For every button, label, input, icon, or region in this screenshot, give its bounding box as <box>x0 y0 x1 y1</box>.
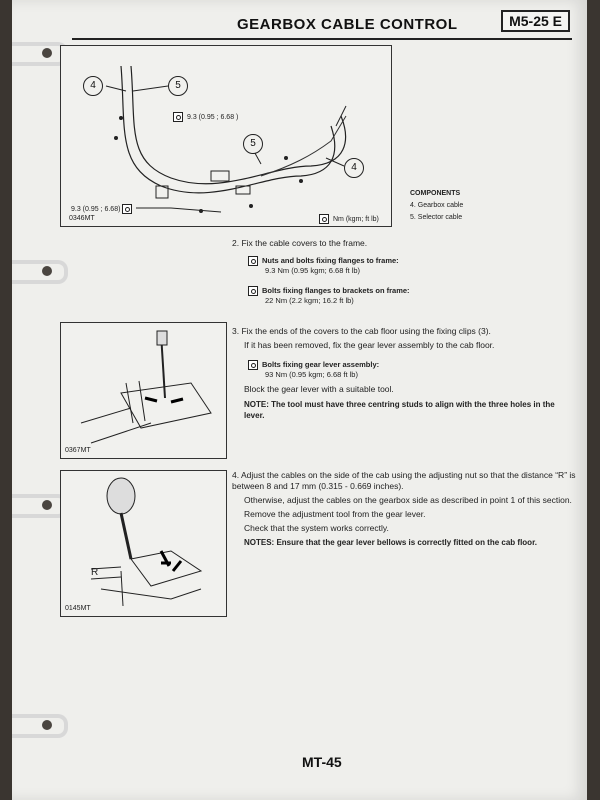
step-text: Block the gear lever with a suitable tool. <box>244 384 394 394</box>
cable-diagram <box>61 46 391 226</box>
components-legend <box>410 188 463 224</box>
torque-wrench-icon <box>319 214 329 224</box>
step-text: Check that the system works correctly. <box>244 523 389 533</box>
step-text: If it has been removed, fix the gear lever assembly to the cab floor. <box>244 340 495 350</box>
callout-4: 4 <box>83 76 103 96</box>
step-text: 3. Fix the ends of the covers to the cab floor using the fixing clips (3). <box>232 326 491 336</box>
spec-value: 9.3 Nm (0.95 kgm; 6.68 ft lb) <box>265 266 361 276</box>
step-3 <box>232 326 577 351</box>
callout-4: 4 <box>344 158 364 178</box>
binder-ring <box>12 714 68 738</box>
spec-value: 22 Nm (2.2 kgm; 16.2 ft lb) <box>265 296 354 306</box>
binder-ring <box>12 260 68 284</box>
page-number: MT-45 <box>302 754 342 770</box>
figure-ref: 0346MT <box>69 215 95 222</box>
torque-wrench-icon <box>122 204 132 214</box>
page-title: GEARBOX CABLE CONTROL <box>237 16 458 33</box>
figure-ref: 0145MT <box>65 605 91 612</box>
step-3-cont <box>244 384 574 421</box>
spec-block <box>248 360 568 380</box>
torque-wrench-icon <box>248 360 258 370</box>
torque-wrench-icon <box>173 112 183 122</box>
gear-lever-diagram <box>61 323 226 458</box>
step-2: 2. Fix the cable covers to the frame. <box>232 238 368 248</box>
figure-cable-layout <box>60 45 392 227</box>
figure-adjustment <box>60 470 227 617</box>
callout-5: 5 <box>243 134 263 154</box>
spec-title: Bolts fixing gear lever assembly: <box>262 360 380 369</box>
torque-label: 9.3 (0.95 ; 6.68) <box>71 204 136 214</box>
figure-gear-lever-assembly <box>60 322 227 459</box>
step-text: Otherwise, adjust the cables on the gearbox side as described in point 1 of this section. <box>244 495 572 505</box>
distance-r-label: R <box>91 567 99 578</box>
components-heading: COMPONENTS <box>410 190 461 197</box>
spec-block <box>248 286 568 306</box>
step-text: 4. Adjust the cables on the side of the cab using the adjusting nut so that the distance “R” is between 8 and 17 mm (0.315 - 0.669 inches). <box>232 470 576 491</box>
component-item: 5. Selector cable <box>410 214 463 221</box>
manual-page <box>12 0 587 800</box>
note: NOTES: Ensure that the gear lever bellows is correctly fitted on the cab floor. <box>244 538 537 547</box>
torque-wrench-icon <box>248 286 258 296</box>
component-item: 4. Gearbox cable <box>410 202 464 209</box>
adjustment-diagram <box>61 471 226 616</box>
note: NOTE: The tool must have three centring studs to align with the three holes in the lever. <box>244 400 555 420</box>
page-header <box>72 10 572 40</box>
step-4 <box>232 470 577 548</box>
figure-ref: 0367MT <box>65 447 91 454</box>
spec-title: Nuts and bolts fixing flanges to frame: <box>262 256 399 265</box>
torque-label: 9.3 (0.95 ; 6.68 ) <box>173 112 238 122</box>
spec-value: 93 Nm (0.95 kgm; 6.68 ft lb) <box>265 370 358 380</box>
spec-title: Bolts fixing flanges to brackets on frame: <box>262 286 410 295</box>
callout-5: 5 <box>168 76 188 96</box>
torque-wrench-icon <box>248 256 258 266</box>
spec-block <box>248 256 568 276</box>
section-code: M5-25 E <box>501 10 570 32</box>
unit-legend: Nm (kgm; ft lb) <box>319 214 379 224</box>
step-text: Remove the adjustment tool from the gear lever. <box>244 509 426 519</box>
